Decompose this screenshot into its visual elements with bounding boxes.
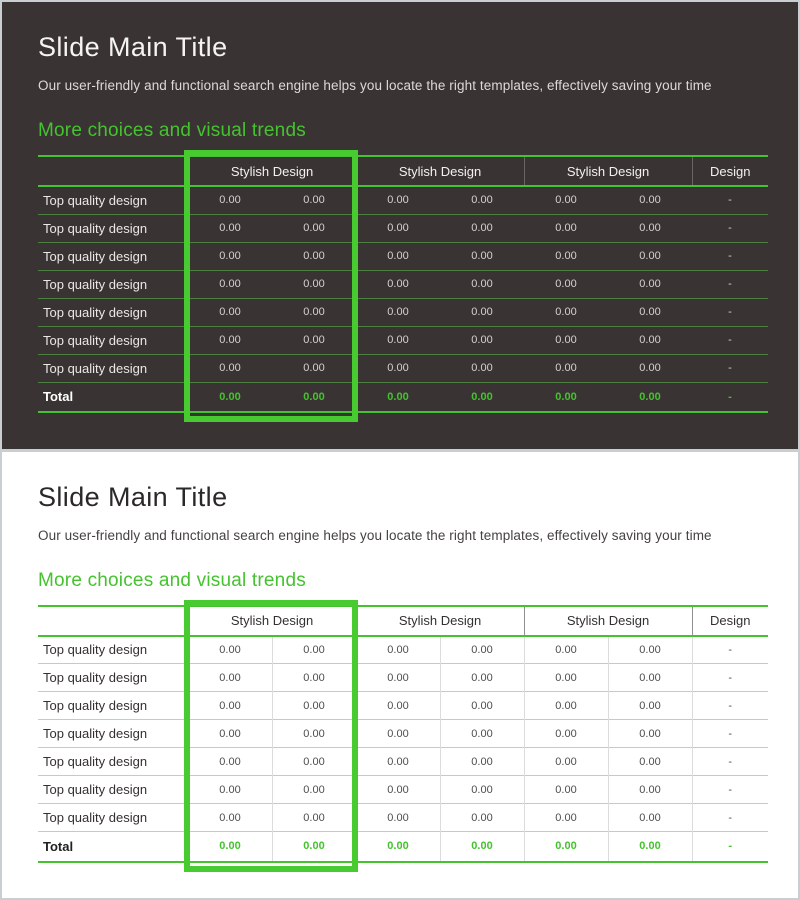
value-cell: 0.00 <box>356 664 440 692</box>
value-cell: 0.00 <box>272 748 356 776</box>
value-cell: 0.00 <box>303 222 325 234</box>
value-cell: - <box>692 692 768 720</box>
header-group-cell: Stylish Design <box>356 156 524 186</box>
value-cell: 0.00 <box>440 692 524 720</box>
section-heading: More choices and visual trends <box>38 120 306 141</box>
table-row <box>38 720 768 748</box>
value-cell: 0.00 <box>608 748 692 776</box>
value-cell: 0.00 <box>188 664 272 692</box>
table-row <box>38 776 768 804</box>
slide-subtitle: Our user-friendly and functional search engine helps you locate the right templates, effectively saving your time <box>38 527 712 543</box>
value-cell: 0.00 <box>356 804 440 832</box>
row-label-cell: Top quality design <box>43 248 148 264</box>
row-label-cell: Top quality design <box>43 276 148 292</box>
value-cell: 0.00 <box>387 278 409 290</box>
total-label-cell: Total <box>43 389 74 405</box>
total-row <box>38 832 768 862</box>
value-cell: 0.00 <box>387 250 409 262</box>
comparison-table <box>38 605 768 863</box>
value-cell: 0.00 <box>188 636 272 664</box>
value-cell: - <box>728 194 732 207</box>
value-cell: 0.00 <box>356 776 440 804</box>
value-cell: 0.00 <box>272 804 356 832</box>
table-row <box>38 270 768 298</box>
value-cell: 0.00 <box>524 636 608 664</box>
header-group-cell: Stylish Design <box>356 606 524 636</box>
value-cell: 0.00 <box>272 692 356 720</box>
table-row <box>38 692 768 720</box>
row-label-cell: Top quality design <box>43 304 148 320</box>
value-cell: 0.00 <box>188 748 272 776</box>
value-cell: 0.00 <box>471 278 493 290</box>
header-group-cell: Stylish Design <box>188 156 356 186</box>
total-value-cell: - <box>692 832 768 862</box>
value-cell: 0.00 <box>639 306 661 318</box>
value-cell: 0.00 <box>639 334 661 346</box>
value-cell: 0.00 <box>272 720 356 748</box>
header-corner-cell <box>38 156 188 186</box>
total-value-cell: 0.00 <box>303 390 325 403</box>
header-group-cell: Stylish Design <box>188 606 356 636</box>
value-cell: 0.00 <box>524 664 608 692</box>
total-value-cell: 0.00 <box>219 390 241 403</box>
value-cell: 0.00 <box>188 720 272 748</box>
value-cell: 0.00 <box>524 692 608 720</box>
row-label-cell: Top quality design <box>43 360 148 376</box>
total-value-cell: 0.00 <box>608 832 692 862</box>
total-value-cell: 0.00 <box>639 390 661 403</box>
value-cell: - <box>692 720 768 748</box>
header-corner-cell <box>38 606 188 636</box>
value-cell: 0.00 <box>555 334 577 346</box>
value-cell: 0.00 <box>555 194 577 207</box>
table-row <box>38 804 768 832</box>
slide-subtitle: Our user-friendly and functional search engine helps you locate the right templates, effectively saving your time <box>38 78 712 93</box>
value-cell: 0.00 <box>356 692 440 720</box>
table-row <box>38 214 768 242</box>
row-label-cell: Top quality design <box>43 698 148 713</box>
value-cell: 0.00 <box>272 636 356 664</box>
value-cell: 0.00 <box>471 194 493 207</box>
row-label-cell: Top quality design <box>43 642 148 658</box>
table-row <box>38 186 768 214</box>
value-cell: 0.00 <box>639 362 661 374</box>
value-cell: 0.00 <box>219 222 241 234</box>
value-cell: 0.00 <box>356 636 440 664</box>
slide-light-theme[interactable] <box>2 452 798 899</box>
value-cell: 0.00 <box>608 776 692 804</box>
row-label-cell: Top quality design <box>43 332 148 348</box>
value-cell: 0.00 <box>219 306 241 318</box>
total-row <box>38 382 768 412</box>
value-cell: 0.00 <box>524 720 608 748</box>
row-label-cell: Top quality design <box>43 810 148 825</box>
value-cell: 0.00 <box>219 278 241 290</box>
value-cell: 0.00 <box>639 250 661 262</box>
value-cell: 0.00 <box>440 776 524 804</box>
value-cell: - <box>728 362 732 374</box>
header-group-cell: Stylish Design <box>524 606 692 636</box>
value-cell: - <box>692 804 768 832</box>
value-cell: 0.00 <box>303 306 325 318</box>
total-label-cell: Total <box>43 838 74 854</box>
value-cell: - <box>692 776 768 804</box>
total-value-cell: 0.00 <box>356 832 440 862</box>
total-value-cell: 0.00 <box>387 390 409 403</box>
value-cell: 0.00 <box>219 194 241 207</box>
value-cell: 0.00 <box>639 222 661 234</box>
total-value-cell: 0.00 <box>471 390 493 403</box>
value-cell: 0.00 <box>555 222 577 234</box>
table-wrap <box>38 605 768 863</box>
value-cell: 0.00 <box>471 222 493 234</box>
value-cell: 0.00 <box>471 334 493 346</box>
value-cell: 0.00 <box>524 748 608 776</box>
value-cell: 0.00 <box>471 250 493 262</box>
value-cell: 0.00 <box>219 334 241 346</box>
total-value-cell: 0.00 <box>188 832 272 862</box>
value-cell: 0.00 <box>387 194 409 207</box>
value-cell: - <box>692 636 768 664</box>
row-label-cell: Top quality design <box>43 754 148 769</box>
value-cell: 0.00 <box>440 636 524 664</box>
value-cell: 0.00 <box>555 362 577 374</box>
value-cell: 0.00 <box>440 748 524 776</box>
value-cell: 0.00 <box>440 804 524 832</box>
value-cell: 0.00 <box>608 692 692 720</box>
table-row <box>38 748 768 776</box>
value-cell: 0.00 <box>608 664 692 692</box>
total-value-cell: 0.00 <box>440 832 524 862</box>
value-cell: 0.00 <box>440 720 524 748</box>
table-row <box>38 242 768 270</box>
value-cell: 0.00 <box>303 278 325 290</box>
value-cell: 0.00 <box>608 720 692 748</box>
table-row <box>38 664 768 692</box>
value-cell: 0.00 <box>303 362 325 374</box>
value-cell: 0.00 <box>440 664 524 692</box>
value-cell: 0.00 <box>188 804 272 832</box>
row-label-cell: Top quality design <box>43 192 148 208</box>
header-group-cell: Design <box>692 606 768 636</box>
value-cell: 0.00 <box>639 278 661 290</box>
row-label-cell: Top quality design <box>43 782 148 797</box>
value-cell: 0.00 <box>555 278 577 290</box>
row-label-cell: Top quality design <box>43 726 148 741</box>
slide-dark-theme[interactable] <box>2 2 798 449</box>
total-value-cell: - <box>728 390 732 403</box>
value-cell: 0.00 <box>555 306 577 318</box>
value-cell: 0.00 <box>356 720 440 748</box>
header-row <box>38 606 768 636</box>
row-label-cell: Top quality design <box>43 670 148 685</box>
value-cell: 0.00 <box>387 222 409 234</box>
value-cell: 0.00 <box>219 362 241 374</box>
value-cell: 0.00 <box>608 636 692 664</box>
header-group-cell: Stylish Design <box>524 156 692 186</box>
total-value-cell: 0.00 <box>524 832 608 862</box>
total-value-cell: 0.00 <box>555 390 577 403</box>
value-cell: 0.00 <box>608 804 692 832</box>
value-cell: 0.00 <box>303 250 325 262</box>
table-row <box>38 354 768 382</box>
value-cell: 0.00 <box>219 250 241 262</box>
value-cell: 0.00 <box>555 250 577 262</box>
comparison-table <box>38 155 768 413</box>
value-cell: - <box>728 334 732 346</box>
value-cell: 0.00 <box>387 306 409 318</box>
value-cell: 0.00 <box>387 362 409 374</box>
table-row <box>38 636 768 664</box>
slide-title: Slide Main Title <box>38 481 228 512</box>
value-cell: - <box>728 222 732 234</box>
value-cell: 0.00 <box>356 748 440 776</box>
row-label-cell: Top quality design <box>43 220 148 236</box>
value-cell: 0.00 <box>303 194 325 207</box>
value-cell: - <box>692 664 768 692</box>
value-cell: 0.00 <box>524 804 608 832</box>
table-row <box>38 326 768 354</box>
section-heading: More choices and visual trends <box>38 569 306 591</box>
value-cell: 0.00 <box>471 362 493 374</box>
value-cell: 0.00 <box>272 664 356 692</box>
value-cell: 0.00 <box>272 776 356 804</box>
value-cell: - <box>692 748 768 776</box>
value-cell: 0.00 <box>471 306 493 318</box>
header-group-cell: Design <box>692 156 768 186</box>
value-cell: 0.00 <box>188 776 272 804</box>
table-wrap <box>38 155 768 413</box>
header-row <box>38 156 768 186</box>
value-cell: 0.00 <box>303 334 325 346</box>
value-cell: - <box>728 306 732 318</box>
value-cell: 0.00 <box>639 194 661 207</box>
total-value-cell: 0.00 <box>272 832 356 862</box>
value-cell: 0.00 <box>188 692 272 720</box>
value-cell: - <box>728 278 732 290</box>
value-cell: - <box>728 250 732 262</box>
slide-title: Slide Main Title <box>38 32 228 62</box>
table-row <box>38 298 768 326</box>
value-cell: 0.00 <box>524 776 608 804</box>
value-cell: 0.00 <box>387 334 409 346</box>
